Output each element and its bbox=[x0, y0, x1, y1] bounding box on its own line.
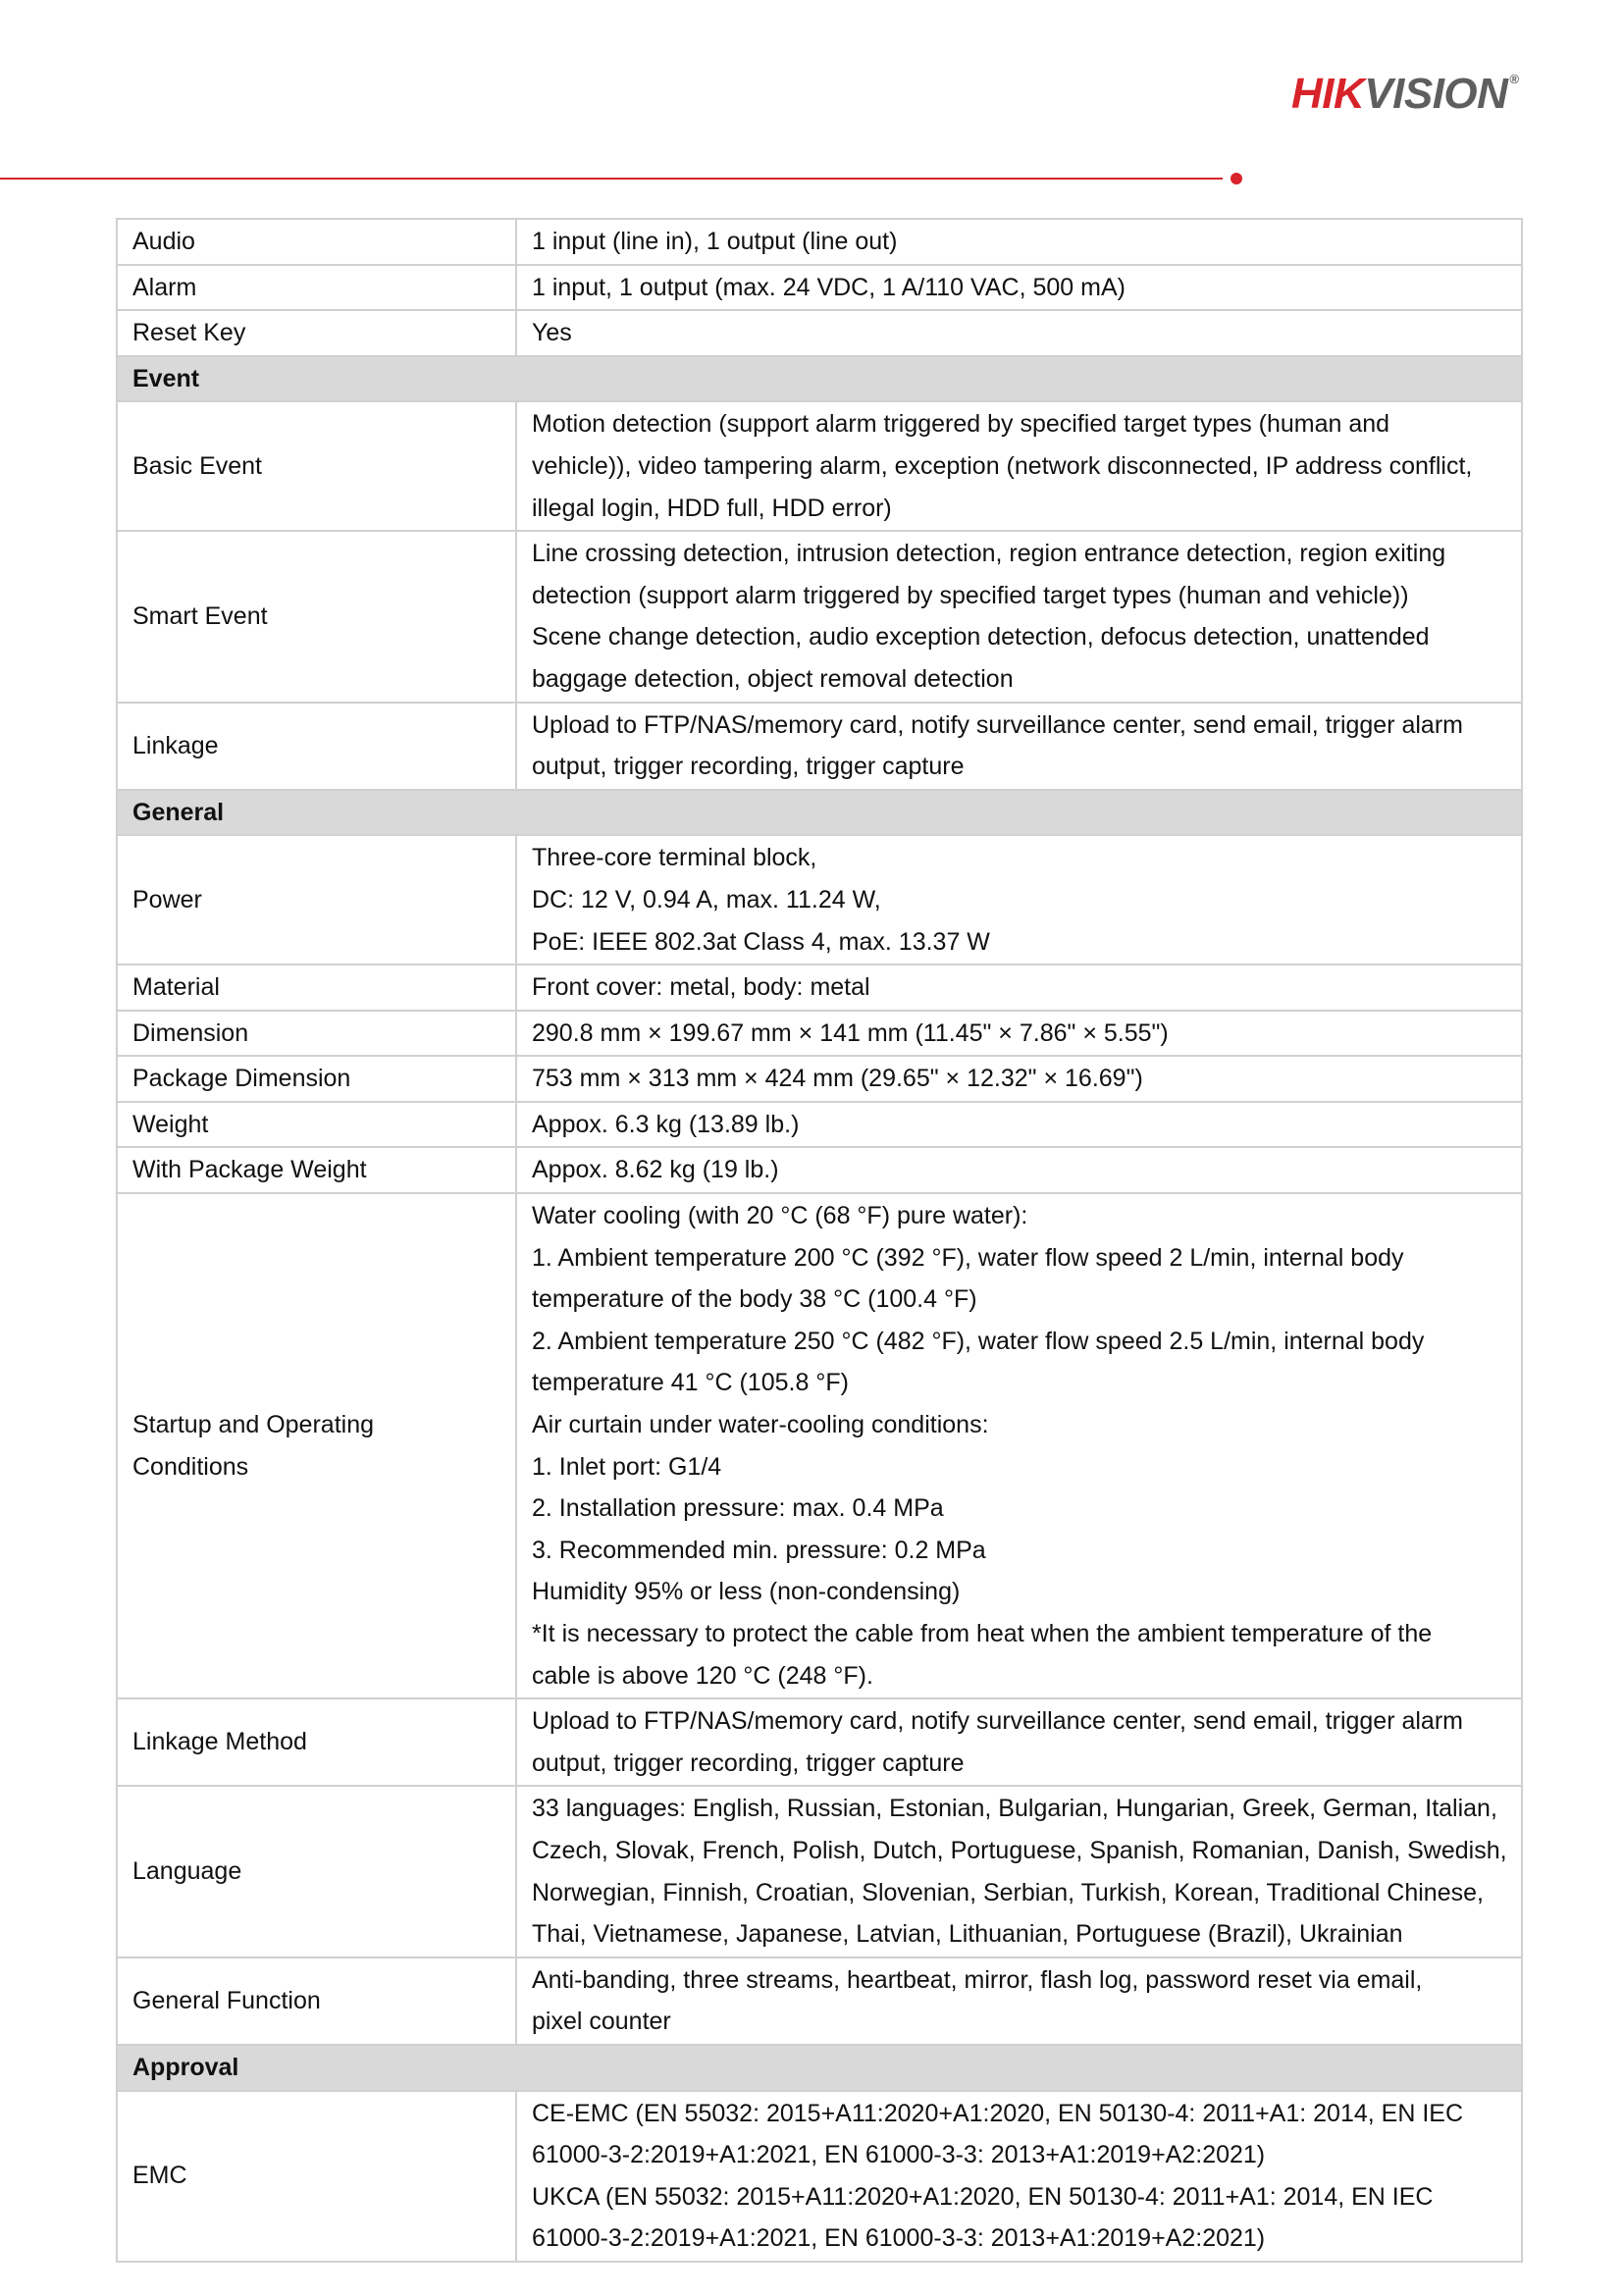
spec-value bbox=[516, 1193, 1522, 1698]
spec-value-line: Thai, Vietnamese, Japanese, Latvian, Lithuanian, Portuguese (Brazil), Ukrainian bbox=[532, 1920, 1403, 1949]
spec-label: Smart Event bbox=[117, 531, 516, 702]
spec-value-line: 61000-3-2:2019+A1:2021, EN 61000-3-3: 2013+A1:2019+A2:2021) bbox=[532, 2141, 1266, 2169]
spec-row bbox=[117, 1102, 1522, 1148]
spec-row bbox=[117, 703, 1522, 790]
spec-label: Dimension bbox=[117, 1011, 516, 1057]
spec-value-line: Air curtain under water-cooling conditions: bbox=[532, 1411, 989, 1439]
spec-row bbox=[117, 1193, 1522, 1698]
spec-row bbox=[117, 219, 1522, 265]
spec-value-line: 290.8 mm × 199.67 mm × 141 mm (11.45" × 7.86" × 5.55") bbox=[532, 1018, 1169, 1047]
spec-value-line: *It is necessary to protect the cable from heat when the ambient temperature of the bbox=[532, 1620, 1433, 1647]
spec-value-line: baggage detection, object removal detection bbox=[532, 664, 1014, 693]
section-title: Event bbox=[117, 356, 1522, 402]
spec-value-line: illegal login, HDD full, HDD error) bbox=[532, 494, 892, 522]
spec-value-line: 1. Ambient temperature 200 °C (392 °F), water flow speed 2 L/min, internal body bbox=[532, 1243, 1404, 1272]
section-title: General bbox=[117, 790, 1522, 836]
spec-row bbox=[117, 310, 1522, 356]
spec-row bbox=[117, 531, 1522, 702]
spec-value bbox=[516, 219, 1522, 265]
spec-value-line: output, trigger recording, trigger capture bbox=[532, 753, 965, 781]
spec-label: Weight bbox=[117, 1102, 516, 1148]
spec-value bbox=[516, 1102, 1522, 1148]
spec-label: Alarm bbox=[117, 265, 516, 311]
spec-value-line: Anti-banding, three streams, heartbeat, mirror, flash log, password reset via email, bbox=[532, 1965, 1423, 1994]
spec-value-line: Upload to FTP/NAS/memory card, notify surveillance center, send email, trigger alarm bbox=[532, 1707, 1463, 1736]
spec-value-line: 1 input (line in), 1 output (line out) bbox=[532, 228, 898, 255]
spec-row bbox=[117, 1056, 1522, 1102]
spec-row bbox=[117, 1786, 1522, 1957]
spec-value bbox=[516, 835, 1522, 965]
spec-value-line: output, trigger recording, trigger capture bbox=[532, 1748, 965, 1777]
spec-value bbox=[516, 2091, 1522, 2262]
spec-row bbox=[117, 1957, 1522, 2045]
spec-value-line: 1. Inlet port: G1/4 bbox=[532, 1452, 722, 1481]
spec-label-line: Startup and Operating bbox=[132, 1411, 374, 1439]
spec-value-line: detection (support alarm triggered by specified target types (human and vehicle)) bbox=[532, 581, 1409, 609]
spec-value-line: PoE: IEEE 802.3at Class 4, max. 13.37 W bbox=[532, 927, 990, 956]
spec-value-line: temperature 41 °C (105.8 °F) bbox=[532, 1369, 849, 1397]
spec-row bbox=[117, 1698, 1522, 1786]
spec-label: Package Dimension bbox=[117, 1056, 516, 1102]
spec-value-line: pixel counter bbox=[532, 2008, 671, 2036]
spec-value bbox=[516, 703, 1522, 790]
spec-value-line: Motion detection (support alarm triggered by specified target types (human and bbox=[532, 410, 1390, 439]
spec-label: EMC bbox=[117, 2091, 516, 2262]
spec-value bbox=[516, 1786, 1522, 1957]
section-title: Approval bbox=[117, 2045, 1522, 2091]
spec-value-line: 2. Installation pressure: max. 0.4 MPa bbox=[532, 1494, 944, 1523]
spec-value bbox=[516, 1698, 1522, 1786]
spec-value-line: Norwegian, Finnish, Croatian, Slovenian, Serbian, Turkish, Korean, Traditional Chinese, bbox=[532, 1878, 1484, 1906]
spec-row bbox=[117, 1147, 1522, 1193]
spec-label: Audio bbox=[117, 219, 516, 265]
spec-value-line: Upload to FTP/NAS/memory card, notify surveillance center, send email, trigger alarm bbox=[532, 710, 1463, 739]
header-rule-dot bbox=[1230, 173, 1242, 184]
spec-value bbox=[516, 1957, 1522, 2045]
spec-label-line: Conditions bbox=[132, 1452, 249, 1481]
spec-value-line: vehicle)), video tampering alarm, exception (network disconnected, IP address conflict, bbox=[532, 451, 1473, 480]
spec-value bbox=[516, 965, 1522, 1011]
spec-label: Power bbox=[117, 835, 516, 965]
spec-row bbox=[117, 965, 1522, 1011]
spec-label: Material bbox=[117, 965, 516, 1011]
logo-registered-mark: ® bbox=[1509, 72, 1519, 86]
spec-value-line: 753 mm × 313 mm × 424 mm (29.65" × 12.32" × 16.69") bbox=[532, 1065, 1143, 1093]
section-header-row bbox=[117, 790, 1522, 836]
spec-value-line: Yes bbox=[532, 319, 572, 347]
spec-value bbox=[516, 265, 1522, 311]
spec-label: General Function bbox=[117, 1957, 516, 2045]
spec-value bbox=[516, 1056, 1522, 1102]
spec-value-line: Line crossing detection, intrusion detection, region entrance detection, region exiting bbox=[532, 540, 1446, 568]
spec-value bbox=[516, 310, 1522, 356]
spec-label: Reset Key bbox=[117, 310, 516, 356]
spec-value-line: 3. Recommended min. pressure: 0.2 MPa bbox=[532, 1536, 986, 1564]
spec-value-line: cable is above 120 °C (248 °F). bbox=[532, 1661, 873, 1690]
spec-value-line: Humidity 95% or less (non-condensing) bbox=[532, 1578, 961, 1606]
spec-value-line: Appox. 8.62 kg (19 lb.) bbox=[532, 1156, 779, 1184]
spec-label: Basic Event bbox=[117, 401, 516, 531]
spec-row bbox=[117, 401, 1522, 531]
spec-value-line: Water cooling (with 20 °C (68 °F) pure water): bbox=[532, 1202, 1028, 1230]
spec-value-line: temperature of the body 38 °C (100.4 °F) bbox=[532, 1285, 977, 1314]
logo-vision-text: VISION bbox=[1364, 70, 1508, 118]
spec-label: Linkage bbox=[117, 703, 516, 790]
spec-value-line: CE-EMC (EN 55032: 2015+A11:2020+A1:2020, EN 50130-4: 2011+A1: 2014, EN IEC bbox=[532, 2099, 1463, 2127]
spec-value-line: 61000-3-2:2019+A1:2021, EN 61000-3-3: 2013+A1:2019+A2:2021) bbox=[532, 2224, 1266, 2253]
spec-value-line: Front cover: metal, body: metal bbox=[532, 973, 870, 1002]
logo-hik-text: HIK bbox=[1291, 70, 1365, 118]
spec-value-line: Scene change detection, audio exception detection, defocus detection, unattended bbox=[532, 623, 1430, 652]
spec-value-line: 33 languages: English, Russian, Estonian, Bulgarian, Hungarian, Greek, German, Italian, bbox=[532, 1795, 1497, 1823]
spec-row bbox=[117, 835, 1522, 965]
spec-value-line: Czech, Slovak, French, Polish, Dutch, Portuguese, Spanish, Romanian, Danish, Swedish, bbox=[532, 1836, 1507, 1864]
header-rule bbox=[0, 178, 1223, 180]
spec-value bbox=[516, 401, 1522, 531]
spec-value-line: DC: 12 V, 0.94 A, max. 11.24 W, bbox=[532, 885, 881, 913]
spec-value-line: 1 input, 1 output (max. 24 VDC, 1 A/110 VAC, 500 mA) bbox=[532, 273, 1126, 301]
section-header-row bbox=[117, 356, 1522, 402]
spec-value-line: UKCA (EN 55032: 2015+A11:2020+A1:2020, EN 50130-4: 2011+A1: 2014, EN IEC bbox=[532, 2182, 1434, 2211]
spec-label: Language bbox=[117, 1786, 516, 1957]
spec-label: Linkage Method bbox=[117, 1698, 516, 1786]
spec-value-line: Three-core terminal block, bbox=[532, 844, 817, 872]
spec-value bbox=[516, 1011, 1522, 1057]
spec-row bbox=[117, 1011, 1522, 1057]
spec-row bbox=[117, 265, 1522, 311]
spec-value-line: Appox. 6.3 kg (13.89 lb.) bbox=[532, 1110, 800, 1138]
section-header-row bbox=[117, 2045, 1522, 2091]
spec-label: With Package Weight bbox=[117, 1147, 516, 1193]
spec-row bbox=[117, 2091, 1522, 2262]
spec-label bbox=[117, 1193, 516, 1698]
specification-table bbox=[116, 218, 1523, 2263]
spec-value bbox=[516, 531, 1522, 702]
spec-value-line: 2. Ambient temperature 250 °C (482 °F), water flow speed 2.5 L/min, internal body bbox=[532, 1327, 1425, 1355]
spec-value bbox=[516, 1147, 1522, 1193]
hikvision-logo bbox=[1291, 70, 1519, 118]
